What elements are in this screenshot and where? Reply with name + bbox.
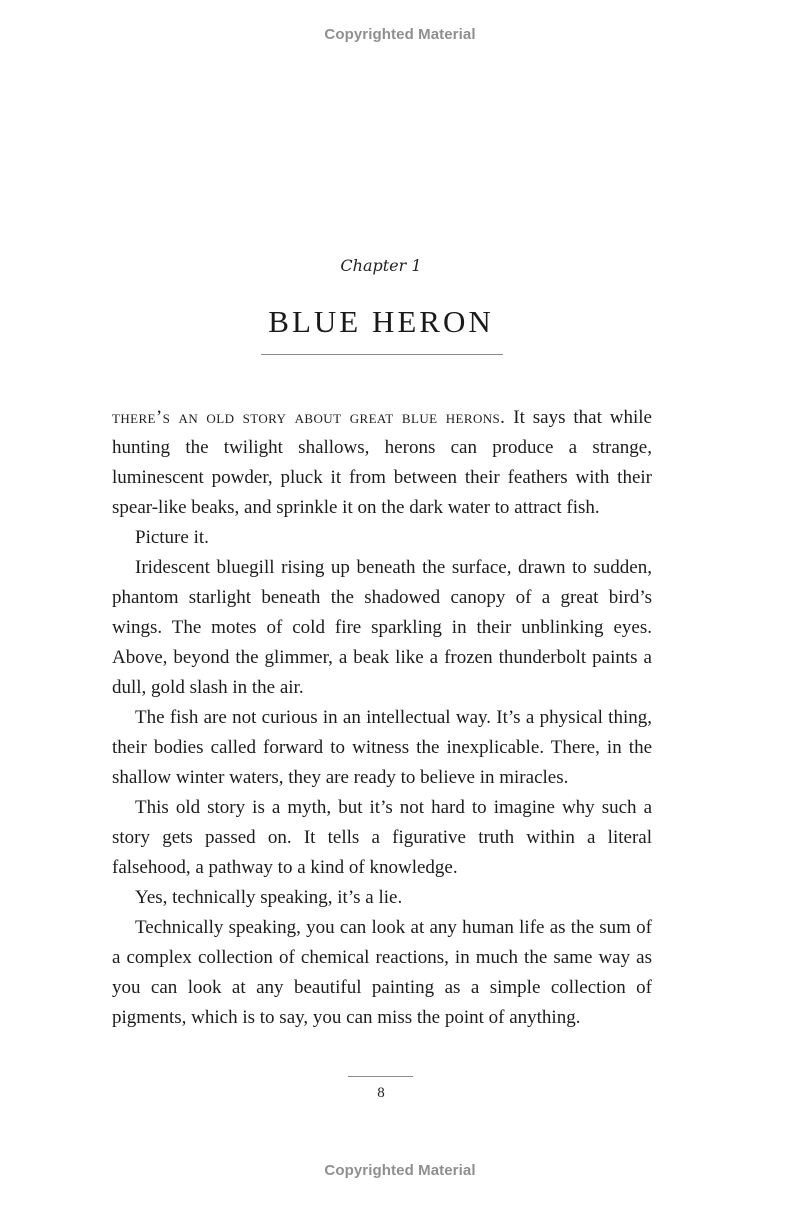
chapter-title: BLUE HERON [268, 304, 494, 339]
chapter-label: Chapter 1 [340, 256, 422, 275]
paragraph: Picture it. [135, 527, 209, 548]
paragraph: The fish are not curious in an intellectual way. It’s a physical thing, their bodies called forward to witness the inexplicable. There, in the shallow winter waters, they are ready to believe in miracles. [112, 707, 652, 788]
paragraph: Iridescent bluegill rising up beneath the surface, drawn to sudden, phantom starlight beneath the shadowed canopy of a great bird’s wings. The motes of cold fire sparkling in their unblinking eyes. Above, beyond the glimmer, a beak like a frozen thunderbolt paints a dull, gold slash in the air. [112, 557, 652, 698]
chapter-body [112, 403, 652, 1033]
paragraph: Technically speaking, you can look at any human life as the sum of a complex collection of chemical reactions, in much the same way as you can look at any beautiful painting as a simple collection of pigments, which is to say, you can miss the point of anything. [112, 917, 652, 1028]
copyright-watermark-bottom: Copyrighted Material [324, 1162, 476, 1179]
folio-divider [348, 1076, 413, 1077]
paragraph: Yes, technically speaking, it’s a lie. [135, 887, 403, 908]
opening-smallcaps-lead: there’s an old story about great blue herons. [112, 407, 506, 428]
title-divider [261, 354, 503, 355]
paragraph-opening [112, 403, 652, 523]
page-number: 8 [377, 1085, 385, 1101]
paragraph: This old story is a myth, but it’s not hard to imagine why such a story gets passed on. It tells a figurative truth within a literal falsehood, a pathway to a kind of knowledge. [112, 797, 652, 878]
opening-paragraph-text: It says that while hunting the twilight shallows, herons can produce a strange, luminescent powder, pluck it from between their feathers with their spear-like beaks, and sprinkle it on the dark water to attract fish. [112, 407, 652, 518]
copyright-watermark-top: Copyrighted Material [324, 26, 476, 43]
